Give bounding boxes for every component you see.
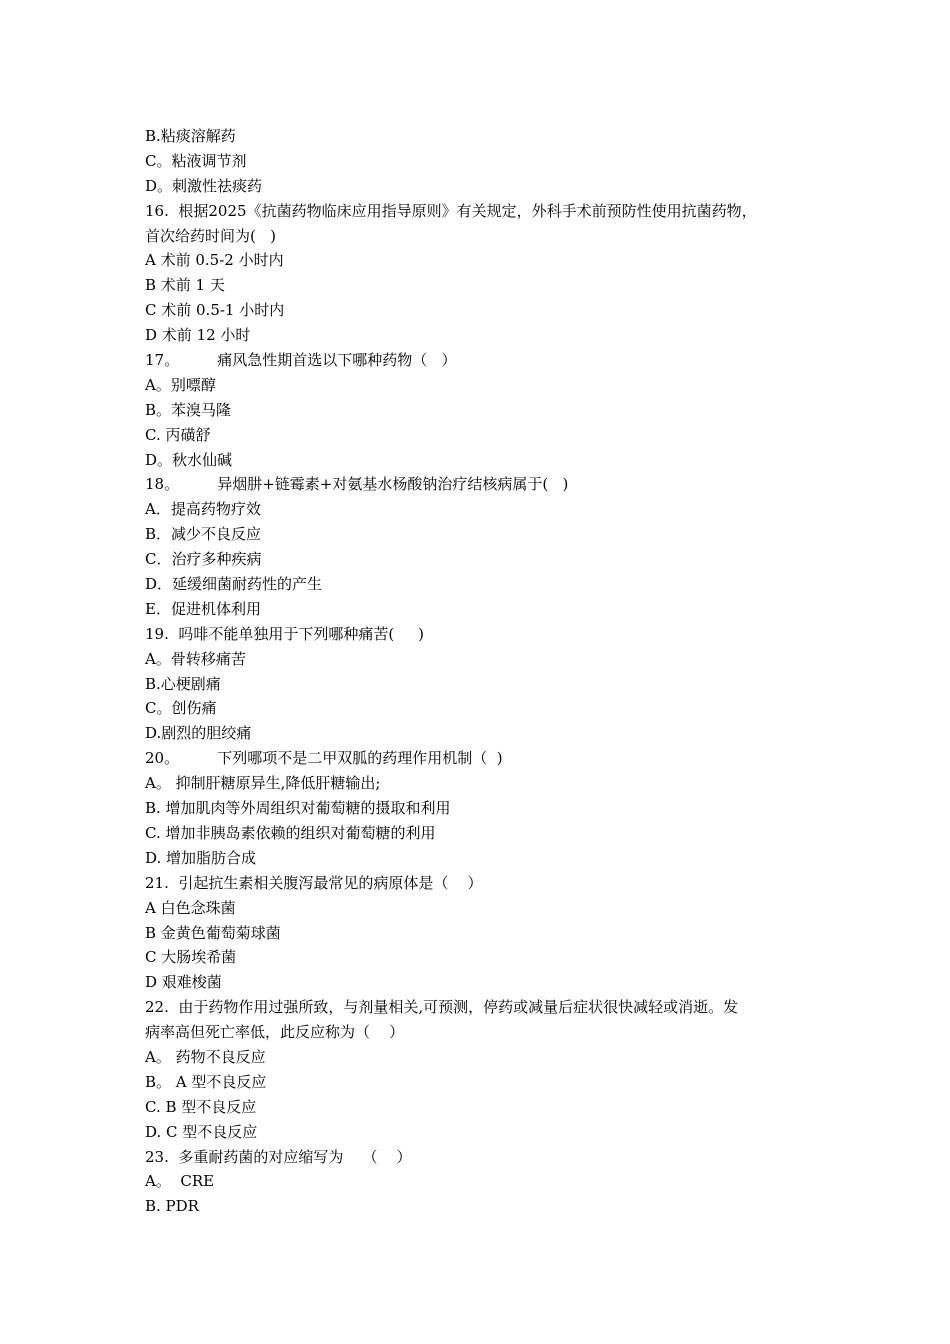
- text-line: A。 抑制肝糖原异生,降低肝糖输出;: [145, 774, 381, 793]
- text-line: C．治疗多种疾病: [145, 550, 262, 569]
- text-line: B. PDR: [145, 1197, 199, 1216]
- text-line: 22. 由于药物作用过强所致，与剂量相关,可预测，停药或减量后症状很快减轻或消逝。发: [145, 998, 739, 1017]
- text-line: C. 丙磺舒: [145, 425, 211, 444]
- text-line: B 术前 1 天: [145, 276, 225, 295]
- text-line: 病率高但死亡率低，此反应称为（ ）: [145, 1023, 405, 1042]
- text-line: C。创伤痛: [145, 699, 217, 718]
- text-line: B. 增加肌肉等外周组织对葡萄糖的摄取和利用: [145, 799, 451, 818]
- text-line: C. 增加非胰岛素依赖的组织对葡萄糖的利用: [145, 823, 436, 842]
- text-line: A。 药物不良反应: [145, 1047, 266, 1066]
- text-line: A。别嘌醇: [145, 375, 216, 394]
- text-line: D. 增加脂肪合成: [145, 848, 257, 867]
- text-line: A。骨转移痛苦: [145, 649, 246, 668]
- text-line: D 术前 12 小时: [145, 326, 251, 345]
- text-line: B.心梗剧痛: [145, 674, 221, 693]
- text-line: 20。 下列哪项不是二甲双胍的药理作用机制（ ): [145, 749, 503, 768]
- text-line: 18。 异烟肼+链霉素+对氨基水杨酸钠治疗结核病属于( ): [145, 475, 569, 494]
- text-line: D．延缓细菌耐药性的产生: [145, 575, 323, 594]
- text-line: A。 CRE: [145, 1172, 215, 1191]
- text-line: B。苯溴马隆: [145, 400, 232, 419]
- text-line: B．减少不良反应: [145, 525, 262, 544]
- text-line: 21. 引起抗生素相关腹泻最常见的病原体是（ ）: [145, 873, 483, 892]
- text-line: D. C 型不良反应: [145, 1122, 258, 1141]
- text-line: 23. 多重耐药菌的对应缩写为 （ ）: [145, 1147, 412, 1166]
- text-line: C 大肠埃希菌: [145, 948, 237, 967]
- text-line: C. B 型不良反应: [145, 1097, 257, 1116]
- text-line: A．提高药物疗效: [145, 500, 261, 519]
- text-line: 19. 吗啡不能单独用于下列哪种痛苦( ): [145, 624, 424, 643]
- text-line: C 术前 0.5-1 小时内: [145, 301, 285, 320]
- document-body: [145, 124, 835, 1219]
- text-line: D 艰难梭菌: [145, 973, 222, 992]
- text-line: C。粘液调节剂: [145, 151, 247, 170]
- text-line: B 金黄色葡萄菊球菌: [145, 923, 281, 942]
- text-line: 17。 痛风急性期首选以下哪种药物（ ）: [145, 351, 457, 370]
- text-line: D。秋水仙碱: [145, 450, 233, 469]
- text-line: 16. 根据2025《抗菌药物临床应用指导原则》有关规定，外科手术前预防性使用抗菌药物，: [145, 201, 757, 220]
- text-line: D。刺激性祛痰药: [145, 176, 263, 195]
- text-line: D.剧烈的胆绞痛: [145, 724, 252, 743]
- text-line: E．促进机体利用: [145, 599, 261, 618]
- text-line: B.粘痰溶解药: [145, 127, 236, 145]
- text-line: 首次给药时间为( ): [145, 226, 277, 245]
- text-line: A 白色念珠菌: [145, 898, 236, 917]
- text-line: A 术前 0.5-2 小时内: [145, 251, 284, 270]
- text-line: B。 A 型不良反应: [145, 1072, 267, 1091]
